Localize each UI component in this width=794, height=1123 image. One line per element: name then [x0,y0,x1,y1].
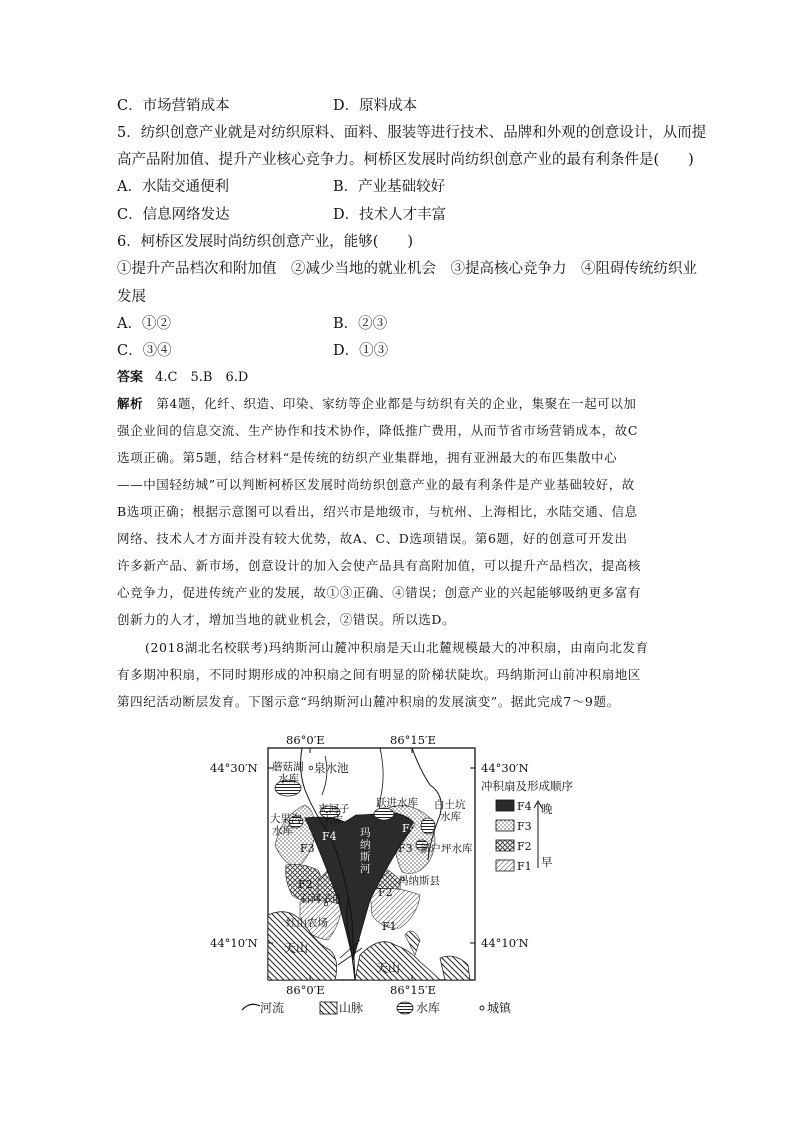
legend-swatch-f1 [496,860,514,871]
place-label: 水库 [278,773,299,785]
bottom-legend-mountain: 山脉 [339,1001,364,1015]
place-label: 新户坪水库 [420,843,473,855]
river-name-char: 河 [360,863,371,875]
place-label: 红山农场 [286,917,328,929]
q5-option-d: D．技术人才丰富 [333,207,447,223]
bottom-legend-river: 河流 [260,1001,285,1015]
answer-label: 答案 [117,370,144,385]
q6-items-line1: ①提升产品档次和附加值 ②减少当地的就业机会 ③提高核心竞争力 ④阻碍传统纺织业 [117,261,697,277]
fan-label: F3 [398,842,413,855]
analysis-line: 强企业间的信息交流、生产协作和技术协作，降低推广费用，从而节省市场营销成本，故C [117,423,639,438]
legend-title: 冲积扇及形成顺序 [481,779,573,793]
q6-option-d: D．①③ [333,343,389,359]
lon-label-top-left: 86°0′E [286,733,325,747]
place-label: 蘑菇湖 [272,761,304,773]
place-label: 大果沟 [270,813,302,825]
analysis-line: 创新力的人才，增加当地的就业机会，②错误。所以选D。 [117,612,456,627]
lat-label-left-bottom: 44°10′N [210,936,258,950]
q6-items-line2: 发展 [117,289,146,305]
river-name-char: 斯 [360,851,371,863]
lat-label-right-top: 44°30′N [481,761,529,775]
analysis-line: ——中国轻纺城”可以判断柯桥区发展时尚纺织创意产业的最有利条件是产业基础较好，故 [117,477,635,492]
legend-early: 早 [541,855,553,869]
analysis-line: B选项正确；根据示意图可以看出，绍兴市是地级市，与杭州、上海相比，水陆交通、信息 [117,504,638,519]
legend-late: 晚 [541,802,553,816]
legend-label: F3 [517,820,532,833]
lat-label-left-top: 44°30′N [210,761,258,775]
lat-label-right-bottom: 44°10′N [481,936,529,950]
place-label: 跃进水库 [376,797,418,809]
fan-label: F3 [300,842,315,855]
fan-label: F1 [382,920,397,933]
fan-label: F2 [378,886,393,899]
q5-option-c: C．信息网络发达 [117,207,230,223]
intro-line: (2018湖北名校联考)玛纳斯河山麓冲积扇是天山北麓规模最大的冲积扇，由南向北发育 [145,640,649,655]
legend-swatch-f3 [496,820,514,831]
q5-option-a: A．水陆交通便利 [117,179,229,195]
q5-stem-line2: 高产品附加值、提升产业核心竞争力。柯桥区发展时尚纺织创意产业的最有利条件是( ) [117,152,694,168]
analysis-label: 解析 [117,396,144,411]
place-label: 水库 [322,815,343,827]
q6-option-c: C．③④ [117,343,172,359]
q5-stem-line1: 5．纺织创意产业就是对纺织原料、面料、服装等进行技术、品牌和外观的创意设计，从而提 [117,125,707,141]
intro-line: 有多期冲积扇，不同时期形成的冲积扇之间有明显的阶梯状陡坎。玛纳斯河山前冲积扇地区 [117,667,642,682]
river-name-char: 玛 [360,827,371,839]
place-label: 水库 [440,811,461,823]
river-legend-icon [242,1004,260,1010]
town-icon [309,766,313,770]
place-label: 天山 [376,961,401,975]
q6-option-b: B．②③ [333,316,388,332]
mountain-legend-icon [320,1002,337,1014]
fan-label: F4 [402,822,417,835]
reservoir-icon [374,808,394,820]
lon-label-bottom-right: 86°15′E [390,983,437,997]
reservoir-icon [421,818,435,834]
q4-option-c: C．市场营销成本 [117,98,230,114]
q4-option-d: D．原料成本 [333,98,418,114]
q6-option-a: A．①② [117,316,171,332]
fan-label: F2 [298,878,313,891]
analysis-line: 许多新产品、新市场，创意设计的加入会使产品具有高附加值，可以提升产品档次，提高核 [117,558,642,573]
legend-label: F2 [517,840,532,853]
place-label: 白土坑 [434,799,466,811]
place-label: 泉水池 [314,761,349,775]
place-label: 石河子市 [300,893,342,905]
place-label: 水库 [272,825,293,837]
river-name-char: 纳 [360,839,371,851]
legend-swatch-f2 [496,840,514,851]
town-legend-icon [480,1006,484,1010]
legend-swatch-f4 [496,800,514,811]
analysis-line: 选项正确。第5题，结合材料“是传统的纺织产业集群地，拥有亚洲最大的布匹集散中心 [117,450,618,465]
bottom-legend-town: 城镇 [487,1001,512,1015]
reservoir-legend-icon [397,1002,413,1014]
fan-label: F4 [322,830,337,843]
bottom-legend-reservoir: 水库 [416,1001,441,1015]
lon-label-bottom-left: 86°0′E [286,983,325,997]
answer-text: 4.C 5.B 6.D [155,370,249,385]
lon-label-top-right: 86°15′E [390,733,437,747]
legend-label: F1 [517,860,532,873]
analysis-line: 解析 第4题，化纤、织造、印染、家纺等企业都是与纺织有关的企业，集聚在一起可以加 [117,396,637,411]
intro-line: 第四纪活动断层发育。下图示意“玛纳斯河山麓冲积扇的发展演变”。据此完成7～9题。 [117,694,620,709]
analysis-line: 网络、技术人才方面并没有较大优势，故A、C、D选项错误。第6题，好的创意可开发出 [117,531,628,546]
place-label: 玛纳斯县 [398,875,440,887]
q6-stem: 6．柯桥区发展时尚纺织创意产业，能够( ) [117,234,414,250]
place-label: 天山 [284,941,309,955]
legend-label: F4 [517,800,532,813]
q5-option-b: B．产业基础较好 [333,179,446,195]
analysis-line: 心竞争力，促进传统产业的发展，故①③正确、④错误；创意产业的兴起能够吸纳更多富有 [117,585,642,600]
place-label: 夹河子 [318,803,350,815]
